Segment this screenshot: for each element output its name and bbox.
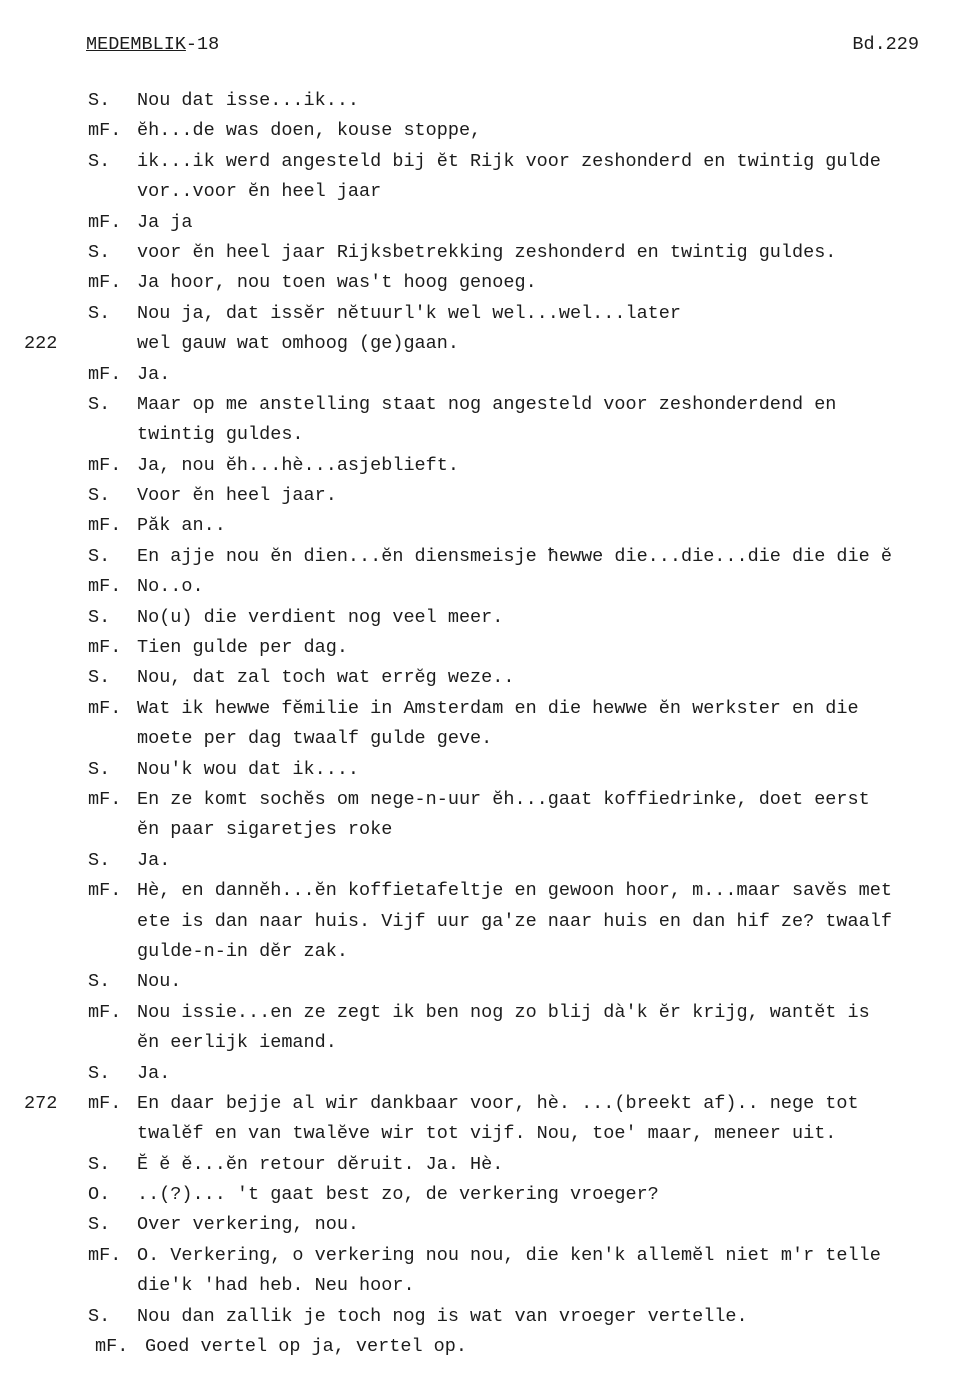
speaker-label: mF. [88,697,122,719]
speaker-label: S. [88,302,111,324]
utterance-text: Ja. [137,1062,171,1084]
transcript-line [0,268,979,298]
utterance-text: Tien gulde per dag. [137,637,348,659]
transcript-line [0,177,979,207]
transcript-line [0,360,979,390]
utterance-text: Maar op me anstelling staat nog angesteld voor zeshonderdend en [137,393,837,415]
transcript-line [0,542,979,572]
utterance-text: moete per dag twaalf gulde geve. [137,728,493,750]
transcript-line [0,116,979,146]
speaker-label: mF. [88,1001,122,1023]
utterance-text: ete is dan naar huis. Vijf uur ga'ze naar huis en dan hif ze? twaalf [137,910,892,932]
speaker-label: mF. [88,880,122,902]
utterance-text: Păk an.. [137,515,226,537]
speaker-label: S. [88,758,111,780]
transcript-line [0,481,979,511]
utterance-text: Nou ja, dat issĕr nĕtuurl'k wel wel...wel...later [137,302,681,324]
utterance-text: ĕn eerlijk iemand. [137,1032,337,1054]
speaker-label: S. [88,545,111,567]
speaker-label: S. [88,485,111,507]
utterance-text: No(u) die verdient nog veel meer. [137,606,504,628]
utterance-text: Hè, en dannĕh...ĕn koffietafeltje en gewoon hoor, m...maar savĕs met [137,880,892,902]
speaker-label: S. [88,849,111,871]
utterance-text: Ja. [137,849,171,871]
speaker-label: mF. [88,1092,122,1114]
utterance-text: Nou issie...en ze zegt ik ben nog zo blij dà'k ĕr krijg, wantĕt is [137,1001,870,1023]
utterance-text: twalĕf en van twalĕve wir tot vijf. Nou, toe' maar, meneer uit. [137,1123,837,1145]
speaker-label: S. [88,393,111,415]
speaker-label: O. [88,1184,111,1206]
speaker-label: mF. [88,1244,122,1266]
transcript-line [0,420,979,450]
transcript-line [0,1210,979,1240]
document-title-place: MEDEMBLIK [86,34,186,55]
speaker-label: mF. [88,515,122,537]
transcript-line [0,1119,979,1149]
transcript-line [0,876,979,906]
speaker-label: S. [88,1214,111,1236]
document-title-suffix: -18 [185,34,220,55]
utterance-text: Nou'k wou dat ik.... [137,758,360,780]
utterance-text: ik...ik werd angesteld bij ĕt Rijk voor zeshonderd en twintig gulde [137,150,881,172]
transcript-line [0,603,979,633]
transcript-line [0,238,979,268]
utterance-text: Nou dan zallik je toch nog is wat van vroeger vertelle. [137,1305,748,1327]
speaker-label: S. [88,1153,111,1175]
utterance-text: ..(?)... 't gaat best zo, de verkering vroeger? [137,1184,659,1206]
utterance-text: Voor ĕn heel jaar. [137,485,337,507]
transcript-line [0,694,979,724]
speaker-label: S. [88,90,111,111]
utterance-text: En ajje nou ĕn dien...ĕn diensmeisje ħewwe die...die...die die die ĕ [137,545,892,567]
utterance-text: twintig guldes. [137,424,304,446]
transcript-line [0,1271,979,1301]
utterance-text: Ĕ ĕ ĕ...ĕn retour dĕruit. Ja. Hè. [137,1153,504,1175]
speaker-label: mF. [88,637,122,659]
line-number: 222 [24,333,58,355]
page-header [86,34,919,60]
transcript-line [0,1332,979,1362]
speaker-label: mF. [88,454,122,476]
utterance-text: gulde-n-in dĕr zak. [137,940,348,962]
utterance-text: Ja ja [137,211,193,233]
transcript-line [0,1150,979,1180]
speaker-label: S. [88,1062,111,1084]
transcript-line [0,755,979,785]
utterance-text: Over verkering, nou. [137,1214,360,1236]
transcript-line [0,1180,979,1210]
utterance-text: Ja. [137,363,171,385]
transcript-line [0,724,979,754]
utterance-text: voor ĕn heel jaar Rijksbetrekking zeshonderd en twintig guldes. [137,241,837,263]
utterance-text: Nou, dat zal toch wat errĕg weze.. [137,667,515,689]
speaker-label: S. [88,150,111,172]
utterance-text: die'k 'had heb. Neu hoor. [137,1275,415,1297]
transcript-line [0,208,979,238]
speaker-label: S. [88,667,111,689]
page-reference: Bd.229 [852,34,919,55]
transcript-line [0,1089,979,1119]
speaker-label: S. [88,971,111,993]
transcript-line [0,1302,979,1332]
speaker-label: mF. [88,272,122,294]
transcript-line [0,511,979,541]
document-title [86,34,219,55]
utterance-text: wel gauw wat omhoog (ge)gaan. [137,333,459,355]
transcript-line [0,1241,979,1271]
utterance-text: En ze komt sochĕs om nege-n-uur ĕh...gaat koffiedrinke, doet eerst [137,788,870,810]
utterance-text: ĕn paar sigaretjes roke [137,819,393,841]
utterance-text: En daar bejje al wir dankbaar voor, hè. ...(breekt af).. nege tot [137,1092,859,1114]
utterance-text: Nou. [137,971,182,993]
speaker-label: mF. [88,363,122,385]
speaker-label: mF. [95,1336,129,1358]
transcript-line [0,633,979,663]
utterance-text: Nou dat isse...ik... [137,90,360,111]
utterance-text: Ja hoor, nou toen was't hoog genoeg. [137,272,537,294]
utterance-text: Ja, nou ĕh...hè...asjeblieft. [137,454,459,476]
transcript-line [0,967,979,997]
transcript-line [0,663,979,693]
speaker-label: S. [88,241,111,263]
transcript-line [0,572,979,602]
speaker-label: mF. [88,211,122,233]
transcript-line [0,937,979,967]
line-number: 272 [24,1092,58,1114]
transcript-line [0,846,979,876]
utterance-text: No..o. [137,576,204,598]
transcript-line [0,329,979,359]
speaker-label: mF. [88,576,122,598]
utterance-text: Goed vertel op ja, vertel op. [145,1336,467,1358]
utterance-text: O. Verkering, o verkering nou nou, die ken'k allemĕl niet m'r telle [137,1244,881,1266]
transcript-line [0,1059,979,1089]
transcript-body [0,86,979,1362]
speaker-label: mF. [88,120,122,142]
transcript-line [0,390,979,420]
utterance-text: Wat ik hewwe fĕmilie in Amsterdam en die hewwe ĕn werkster en die [137,697,859,719]
speaker-label: S. [88,1305,111,1327]
transcript-line [0,299,979,329]
transcript-line [0,785,979,815]
speaker-label: mF. [88,788,122,810]
transcript-line [0,451,979,481]
utterance-text: vor..voor ĕn heel jaar [137,181,382,203]
transcript-line [0,998,979,1028]
transcript-line [0,86,979,116]
transcript-line [0,907,979,937]
transcript-line [0,815,979,845]
speaker-label: S. [88,606,111,628]
transcript-line [0,1028,979,1058]
utterance-text: ĕh...de was doen, kouse stoppe, [137,120,482,142]
transcript-line [0,147,979,177]
